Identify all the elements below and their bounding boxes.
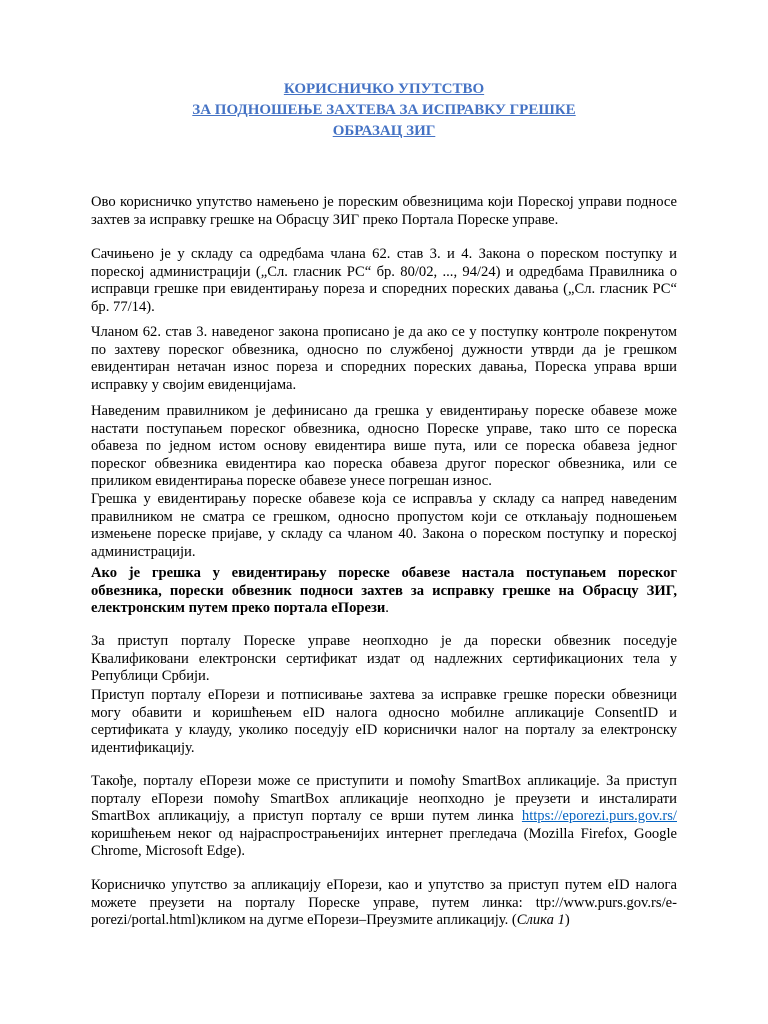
paragraph-legal-basis: Сачињено је у складу са одредбама члана 62. став 3. и 4. Закона о пореском поступку и пореској администрацији („Сл. гласник РС“ бр. 80/02, ..., 94/24) и одредбама Правилника о исправци грешке при евидентирању пореза и споредних пореских давања („Сл. гласник РС“ бр. 77/14). [91,246,677,315]
manual-text-a: Корисничко упутство за апликацију еПорези, као и упутство за приступ путем eID налога можете преузети на порталу Пореске управе, путем линка: ttp://www.purs.gov.rs/e-porezi/portal.html)кликом на дугме еПорези–Преузмите апликацију. ( [91,877,677,928]
smartbox-text-b: коришћењем неког од најраспрострањенијих интернет прегледача (Mozilla Firefox, Google Chrome, Microsoft Edge). [91,825,677,859]
paragraph-certificate: За приступ порталу Пореске управе неопходно је да порески обвезник поседује Квалификовани електронски сертификат издат од надлежних сертификационих тела у Републици Србији. [91,633,677,684]
submission-note-bold: Ако је грешка у евидентирању пореске обавезе настала поступањем пореског обвезника, порески обвезник подноси захтев за исправку грешке на Обрасцу ЗИГ, електронским путем преко портала еПорези [91,565,677,616]
title-line-3: ОБРАЗАЦ ЗИГ [332,123,436,139]
paragraph-submission-note [91,565,677,618]
paragraph-manual-download [91,877,677,930]
manual-text-b: ) [564,912,570,928]
smartbox-text-a: Такође, порталу еПорези може се приступити и помоћу SmartBox апликације. За приступ порталу еПорези помоћу SmartBox апликације неопходно је преузети и инсталирати SmartBox апликацију, а приступ порталу се врши путем линка [91,773,677,824]
paragraph-eid-access: Приступ порталу еПорези и потписивање захтева за исправке грешке порески обвезници могу обавити и коришћењем eID налога односно мобилне апликације ConsentID и сертификата у клауду, уколико поседују eID кориснички налог на порталу за електронску идентификацију. [91,687,677,756]
title-line-2: ЗА ПОДНОШЕЊЕ ЗАХТЕВА ЗА ИСПРАВКУ ГРЕШКЕ [192,102,576,118]
figure-reference: Слика 1 [516,912,565,928]
paragraph-error-definition: Грешка у евидентирању пореске обавезе која се исправља у складу са напред наведеним правилником не сматра се грешком, односно пропустом који се отклањају подношењем измењене пореске пријаве, у складу са чланом 40. Закона о пореском поступку и пореској администрацији. [91,491,677,560]
submission-note-end: . [385,600,389,616]
eporezi-portal-link[interactable]: https://eporezi.purs.gov.rs/ [521,808,677,824]
title-line-1: КОРИСНИЧКО УПУТСТВО [283,81,485,97]
document-title [0,79,768,142]
paragraph-rulebook: Наведеним правилником је дефинисано да грешка у евидентирању пореске обавезе може настати поступањем пореског обвезника, односно Пореске управе, тако што се пореска обавеза по једном истом основу евидентира више пута, или се пореска обавеза једног пореског обвезника евидентира као пореска обавеза другог пореског обвезника, или се приликом евидентирања пореске обавезе унесе погрешан износ. [91,403,677,489]
paragraph-intro: Ово корисничко упутство намењено је пореским обвезницима који Пореској управи подносе захтев за исправку грешке на Обрасцу ЗИГ преко Портала Пореске управе. [91,194,677,228]
paragraph-article-62: Чланом 62. став 3. наведеног закона прописано је да ако се у поступку контроле покренутом по захтеву пореског обвезника, односно по службеној дужности утврди да је грешком евидентиран нетачан износ пореза и споредних пореских давања, Пореска управа врши исправку у својим евиденцијама. [91,324,677,393]
paragraph-smartbox [91,773,677,861]
